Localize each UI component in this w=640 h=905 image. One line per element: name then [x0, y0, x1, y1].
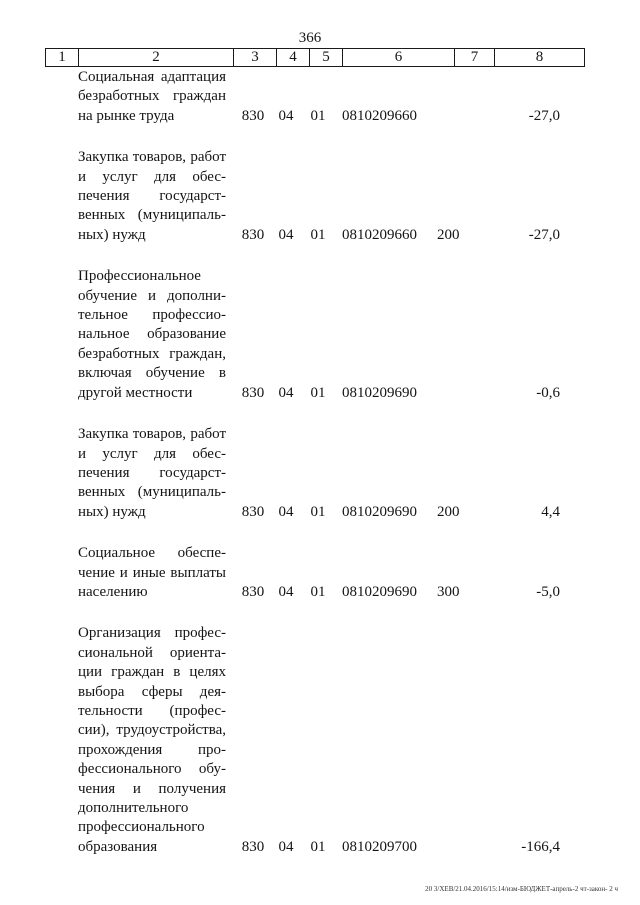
- column-header-row: [46, 49, 585, 67]
- row-name: Закупка товаров, работ и услуг для обеспечения государственных (муниципальных) нужд: [78, 426, 226, 520]
- table-row: [0, 544, 640, 602]
- column-header-3: 3: [234, 49, 277, 67]
- document-footer: 20 3/ХЕВ/21.04.2016/15:14/изм-БЮДЖЕТ-апрель-2 чт-закон- 2 ч: [425, 885, 618, 893]
- table-row: [0, 267, 640, 403]
- row-code-5: 01: [310, 583, 326, 600]
- row-code-5: 01: [310, 838, 326, 855]
- row-code-6: 0810209690: [342, 503, 417, 520]
- row-name: Закупка товаров, работ и услуг для обеспечения государственных (муниципальных) нужд: [78, 149, 226, 243]
- row-code-6: 0810209660: [342, 107, 417, 124]
- table-row: [0, 624, 640, 857]
- row-code-3: 830: [241, 107, 265, 124]
- row-amount: 4,4: [541, 503, 560, 520]
- row-code-3: 830: [241, 838, 265, 855]
- row-name: Организация профессиональной ориентации граждан в целях выбора сферы деятельности (профессии), трудоустройства, прохождения профессионального обучения и получения дополнительного профессионального образования: [78, 625, 226, 855]
- row-amount: -5,0: [536, 583, 560, 600]
- column-header-5: 5: [310, 49, 343, 67]
- row-code-3: 830: [241, 503, 265, 520]
- row-name: Социальное обеспечение и иные выплаты населению: [78, 545, 226, 600]
- table-body: [0, 68, 640, 879]
- table-row: [0, 148, 640, 245]
- row-code-7: 300: [437, 583, 460, 600]
- row-amount: -27,0: [528, 226, 560, 243]
- row-code-4: 04: [278, 503, 294, 520]
- row-code-7: 200: [437, 503, 460, 520]
- page-number: 366: [298, 30, 322, 46]
- row-code-7: 200: [437, 226, 460, 243]
- row-code-6: 0810209690: [342, 583, 417, 600]
- row-code-4: 04: [278, 107, 294, 124]
- row-code-3: 830: [241, 384, 265, 401]
- row-amount: -166,4: [521, 838, 560, 855]
- row-code-4: 04: [278, 226, 294, 243]
- row-code-6: 0810209660: [342, 226, 417, 243]
- row-code-5: 01: [310, 226, 326, 243]
- row-name: Социальная адаптация безработных граждан на рынке труда: [78, 69, 226, 124]
- row-code-6: 0810209700: [342, 838, 417, 855]
- row-code-3: 830: [241, 226, 265, 243]
- row-code-5: 01: [310, 384, 326, 401]
- row-code-4: 04: [278, 583, 294, 600]
- row-code-5: 01: [310, 107, 326, 124]
- row-amount: -27,0: [528, 107, 560, 124]
- column-header-2: 2: [79, 49, 234, 67]
- row-code-4: 04: [278, 384, 294, 401]
- row-code-3: 830: [241, 583, 265, 600]
- column-header-1: 1: [46, 49, 79, 67]
- row-name: Профессиональное обучение и дополнительное профессиональное образование безработных граждан, включая обучение в другой местности: [78, 268, 226, 401]
- column-header-4: 4: [277, 49, 310, 67]
- table-row: [0, 425, 640, 522]
- table-row: [0, 68, 640, 126]
- row-amount: -0,6: [536, 384, 560, 401]
- row-code-4: 04: [278, 838, 294, 855]
- column-header-8: 8: [495, 49, 585, 67]
- row-code-5: 01: [310, 503, 326, 520]
- column-header-table: [45, 48, 585, 67]
- row-code-6: 0810209690: [342, 384, 417, 401]
- column-header-7: 7: [455, 49, 495, 67]
- column-header-6: 6: [343, 49, 455, 67]
